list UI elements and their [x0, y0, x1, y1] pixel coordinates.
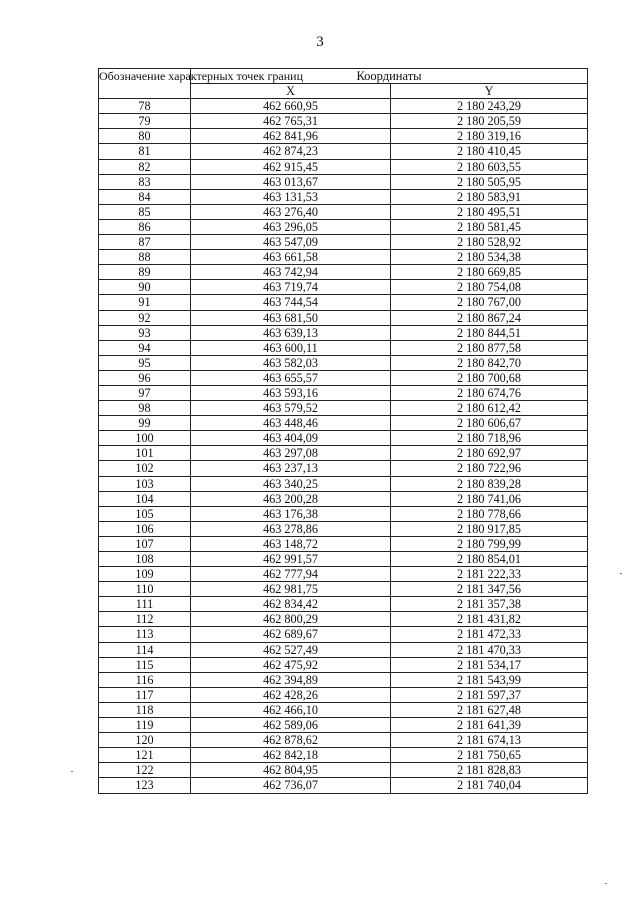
- y-coordinate-cell: 2 180 581,45: [391, 219, 588, 234]
- x-coordinate-cell: 463 681,50: [191, 310, 391, 325]
- x-coordinate-cell: 463 404,09: [191, 431, 391, 446]
- x-coordinate-cell: 463 200,28: [191, 491, 391, 506]
- y-coordinate-cell: 2 180 799,99: [391, 536, 588, 551]
- point-id-cell: 119: [99, 718, 191, 733]
- y-coordinate-cell: 2 180 205,59: [391, 114, 588, 129]
- y-coordinate-cell: 2 181 740,04: [391, 778, 588, 793]
- y-coordinate-cell: 2 180 741,06: [391, 491, 588, 506]
- point-id-cell: 110: [99, 582, 191, 597]
- y-coordinate-cell: 2 181 627,48: [391, 702, 588, 717]
- x-coordinate-cell: 463 278,86: [191, 521, 391, 536]
- point-id-cell: 122: [99, 763, 191, 778]
- y-coordinate-cell: 2 180 674,76: [391, 385, 588, 400]
- point-id-cell: 91: [99, 295, 191, 310]
- y-coordinate-cell: 2 181 674,13: [391, 733, 588, 748]
- point-id-cell: 83: [99, 174, 191, 189]
- point-id-cell: 85: [99, 204, 191, 219]
- scan-speck: [605, 883, 607, 884]
- x-coordinate-cell: 462 475,92: [191, 657, 391, 672]
- point-id-cell: 111: [99, 597, 191, 612]
- table-row: [99, 204, 588, 219]
- point-id-cell: 79: [99, 114, 191, 129]
- point-id-cell: 121: [99, 748, 191, 763]
- table-row: [99, 280, 588, 295]
- table-row: [99, 763, 588, 778]
- x-coordinate-cell: 463 340,25: [191, 476, 391, 491]
- y-coordinate-cell: 2 181 222,33: [391, 567, 588, 582]
- table-row: [99, 416, 588, 431]
- point-id-cell: 103: [99, 476, 191, 491]
- y-coordinate-cell: 2 180 243,29: [391, 99, 588, 114]
- point-id-cell: 115: [99, 657, 191, 672]
- table-row: [99, 174, 588, 189]
- x-coordinate-cell: 463 582,03: [191, 355, 391, 370]
- table-row: [99, 597, 588, 612]
- point-id-cell: 104: [99, 491, 191, 506]
- point-id-cell: 87: [99, 235, 191, 250]
- table-row: [99, 310, 588, 325]
- table-row: [99, 355, 588, 370]
- y-coordinate-cell: 2 180 606,67: [391, 416, 588, 431]
- x-coordinate-cell: 463 297,08: [191, 446, 391, 461]
- y-coordinate-cell: 2 180 692,97: [391, 446, 588, 461]
- table-row: [99, 476, 588, 491]
- table-row: [99, 552, 588, 567]
- x-coordinate-cell: 463 600,11: [191, 340, 391, 355]
- table-row: [99, 401, 588, 416]
- x-coordinate-cell: 463 148,72: [191, 536, 391, 551]
- y-coordinate-cell: 2 180 722,96: [391, 461, 588, 476]
- point-id-cell: 123: [99, 778, 191, 793]
- header-x: X: [191, 84, 391, 99]
- point-id-cell: 117: [99, 687, 191, 702]
- y-coordinate-cell: 2 181 641,39: [391, 718, 588, 733]
- point-id-cell: 92: [99, 310, 191, 325]
- table-row: [99, 627, 588, 642]
- table-row: [99, 370, 588, 385]
- x-coordinate-cell: 463 742,94: [191, 265, 391, 280]
- y-coordinate-cell: 2 181 470,33: [391, 642, 588, 657]
- x-coordinate-cell: 462 874,23: [191, 144, 391, 159]
- point-id-cell: 120: [99, 733, 191, 748]
- table-row: [99, 265, 588, 280]
- x-coordinate-cell: 462 394,89: [191, 672, 391, 687]
- x-coordinate-cell: 463 237,13: [191, 461, 391, 476]
- y-coordinate-cell: 2 180 917,85: [391, 521, 588, 536]
- y-coordinate-cell: 2 181 597,37: [391, 687, 588, 702]
- point-id-cell: 99: [99, 416, 191, 431]
- table-row: [99, 129, 588, 144]
- table-row: [99, 733, 588, 748]
- point-id-cell: 80: [99, 129, 191, 144]
- table-row: [99, 642, 588, 657]
- point-id-cell: 100: [99, 431, 191, 446]
- y-coordinate-cell: 2 180 778,66: [391, 506, 588, 521]
- table-row: [99, 446, 588, 461]
- x-coordinate-cell: 462 736,07: [191, 778, 391, 793]
- point-id-cell: 106: [99, 521, 191, 536]
- x-coordinate-cell: 462 428,26: [191, 687, 391, 702]
- x-coordinate-cell: 462 589,06: [191, 718, 391, 733]
- table-row: [99, 657, 588, 672]
- y-coordinate-cell: 2 181 534,17: [391, 657, 588, 672]
- point-id-cell: 81: [99, 144, 191, 159]
- y-coordinate-cell: 2 180 583,91: [391, 189, 588, 204]
- y-coordinate-cell: 2 180 319,16: [391, 129, 588, 144]
- x-coordinate-cell: 463 719,74: [191, 280, 391, 295]
- table-row: [99, 340, 588, 355]
- x-coordinate-cell: 463 639,13: [191, 325, 391, 340]
- table-row: [99, 521, 588, 536]
- page-number: 3: [316, 34, 324, 50]
- y-coordinate-cell: 2 180 495,51: [391, 204, 588, 219]
- y-coordinate-cell: 2 180 669,85: [391, 265, 588, 280]
- point-id-cell: 105: [99, 506, 191, 521]
- y-coordinate-cell: 2 181 431,82: [391, 612, 588, 627]
- y-coordinate-cell: 2 180 603,55: [391, 159, 588, 174]
- y-coordinate-cell: 2 180 528,92: [391, 235, 588, 250]
- y-coordinate-cell: 2 180 844,51: [391, 325, 588, 340]
- table-row: [99, 235, 588, 250]
- y-coordinate-cell: 2 180 700,68: [391, 370, 588, 385]
- x-coordinate-cell: 462 834,42: [191, 597, 391, 612]
- table-row: [99, 385, 588, 400]
- scan-speck: [620, 573, 622, 574]
- point-id-cell: 112: [99, 612, 191, 627]
- x-coordinate-cell: 463 579,52: [191, 401, 391, 416]
- x-coordinate-cell: 462 765,31: [191, 114, 391, 129]
- x-coordinate-cell: 462 878,62: [191, 733, 391, 748]
- table-row: [99, 295, 588, 310]
- y-coordinate-cell: 2 181 347,56: [391, 582, 588, 597]
- point-id-cell: 88: [99, 250, 191, 265]
- x-coordinate-cell: 462 660,95: [191, 99, 391, 114]
- x-coordinate-cell: 462 842,18: [191, 748, 391, 763]
- table-row: [99, 250, 588, 265]
- header-y: Y: [391, 84, 588, 99]
- x-coordinate-cell: 463 448,46: [191, 416, 391, 431]
- table-row: [99, 506, 588, 521]
- x-coordinate-cell: 463 547,09: [191, 235, 391, 250]
- table-row: [99, 567, 588, 582]
- table-row: [99, 748, 588, 763]
- y-coordinate-cell: 2 180 505,95: [391, 174, 588, 189]
- x-coordinate-cell: 463 276,40: [191, 204, 391, 219]
- point-id-cell: 102: [99, 461, 191, 476]
- x-coordinate-cell: 463 593,16: [191, 385, 391, 400]
- y-coordinate-cell: 2 181 472,33: [391, 627, 588, 642]
- table-row: [99, 325, 588, 340]
- table-row: [99, 778, 588, 793]
- y-coordinate-cell: 2 180 534,38: [391, 250, 588, 265]
- point-id-cell: 108: [99, 552, 191, 567]
- x-coordinate-cell: 462 915,45: [191, 159, 391, 174]
- y-coordinate-cell: 2 180 867,24: [391, 310, 588, 325]
- y-coordinate-cell: 2 180 839,28: [391, 476, 588, 491]
- table-row: [99, 702, 588, 717]
- table-row: [99, 536, 588, 551]
- point-id-cell: 78: [99, 99, 191, 114]
- table-row: [99, 144, 588, 159]
- point-id-cell: 107: [99, 536, 191, 551]
- y-coordinate-cell: 2 180 854,01: [391, 552, 588, 567]
- y-coordinate-cell: 2 180 410,45: [391, 144, 588, 159]
- table-row: [99, 189, 588, 204]
- y-coordinate-cell: 2 181 750,65: [391, 748, 588, 763]
- point-id-cell: 90: [99, 280, 191, 295]
- point-id-cell: 84: [99, 189, 191, 204]
- header-point-label: Обозначение характерных точек границ: [99, 69, 191, 99]
- y-coordinate-cell: 2 181 543,99: [391, 672, 588, 687]
- table-row: [99, 219, 588, 234]
- x-coordinate-cell: 462 689,67: [191, 627, 391, 642]
- point-id-cell: 97: [99, 385, 191, 400]
- y-coordinate-cell: 2 181 828,83: [391, 763, 588, 778]
- header-coordinates: Координаты: [191, 69, 588, 84]
- point-id-cell: 116: [99, 672, 191, 687]
- x-coordinate-cell: 463 013,67: [191, 174, 391, 189]
- x-coordinate-cell: 463 296,05: [191, 219, 391, 234]
- y-coordinate-cell: 2 180 767,00: [391, 295, 588, 310]
- point-id-cell: 101: [99, 446, 191, 461]
- x-coordinate-cell: 462 527,49: [191, 642, 391, 657]
- x-coordinate-cell: 463 176,38: [191, 506, 391, 521]
- y-coordinate-cell: 2 180 718,96: [391, 431, 588, 446]
- x-coordinate-cell: 463 661,58: [191, 250, 391, 265]
- header-row-main: [99, 69, 588, 84]
- coordinates-table: [98, 68, 588, 794]
- y-coordinate-cell: 2 181 357,38: [391, 597, 588, 612]
- y-coordinate-cell: 2 180 612,42: [391, 401, 588, 416]
- point-id-cell: 95: [99, 355, 191, 370]
- point-id-cell: 113: [99, 627, 191, 642]
- table-row: [99, 582, 588, 597]
- point-id-cell: 82: [99, 159, 191, 174]
- point-id-cell: 86: [99, 219, 191, 234]
- table-row: [99, 718, 588, 733]
- x-coordinate-cell: 462 777,94: [191, 567, 391, 582]
- point-id-cell: 93: [99, 325, 191, 340]
- table-row: [99, 461, 588, 476]
- x-coordinate-cell: 463 744,54: [191, 295, 391, 310]
- y-coordinate-cell: 2 180 754,08: [391, 280, 588, 295]
- table-row: [99, 114, 588, 129]
- x-coordinate-cell: 462 991,57: [191, 552, 391, 567]
- point-id-cell: 98: [99, 401, 191, 416]
- x-coordinate-cell: 462 804,95: [191, 763, 391, 778]
- point-id-cell: 96: [99, 370, 191, 385]
- point-id-cell: 89: [99, 265, 191, 280]
- y-coordinate-cell: 2 180 877,58: [391, 340, 588, 355]
- table-row: [99, 159, 588, 174]
- table-row: [99, 687, 588, 702]
- x-coordinate-cell: 462 841,96: [191, 129, 391, 144]
- table-row: [99, 431, 588, 446]
- point-id-cell: 109: [99, 567, 191, 582]
- table-row: [99, 491, 588, 506]
- point-id-cell: 114: [99, 642, 191, 657]
- x-coordinate-cell: 463 655,57: [191, 370, 391, 385]
- x-coordinate-cell: 462 466,10: [191, 702, 391, 717]
- point-id-cell: 94: [99, 340, 191, 355]
- table-row: [99, 99, 588, 114]
- point-id-cell: 118: [99, 702, 191, 717]
- table-body: [99, 99, 588, 793]
- x-coordinate-cell: 462 981,75: [191, 582, 391, 597]
- x-coordinate-cell: 463 131,53: [191, 189, 391, 204]
- scan-speck: [71, 771, 73, 772]
- table-row: [99, 672, 588, 687]
- y-coordinate-cell: 2 180 842,70: [391, 355, 588, 370]
- x-coordinate-cell: 462 800,29: [191, 612, 391, 627]
- table-row: [99, 612, 588, 627]
